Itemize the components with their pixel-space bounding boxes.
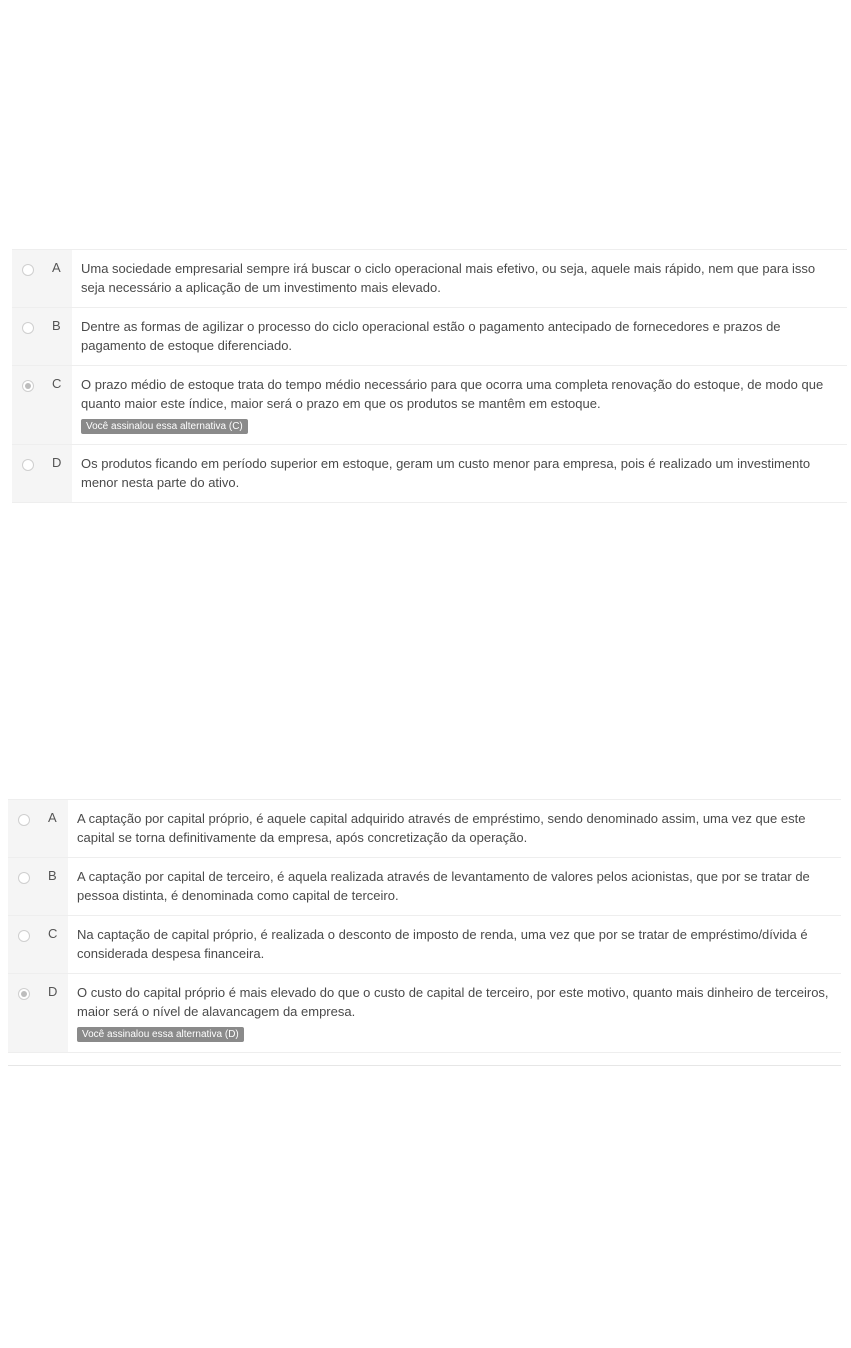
radio-button[interactable] — [22, 459, 34, 471]
radio-button[interactable] — [18, 930, 30, 942]
option-b[interactable] — [12, 308, 847, 366]
option-letter: C — [48, 926, 58, 941]
option-text: O prazo médio de estoque trata do tempo médio necessário para que ocorra uma completa renovação do estoque, de modo que quanto maior este índice, maior será o prazo em que os produtos se mantêm em estoque. Você assinalou essa alternativa (C) — [81, 377, 824, 432]
selected-badge: Você assinalou essa alternativa (D) — [77, 1027, 244, 1042]
radio-button-selected[interactable] — [22, 380, 34, 392]
option-b[interactable] — [8, 858, 841, 916]
radio-button[interactable] — [22, 264, 34, 276]
radio-button[interactable] — [18, 872, 30, 884]
option-a[interactable] — [8, 800, 841, 858]
option-d[interactable] — [8, 974, 841, 1052]
question-2-options — [8, 799, 841, 1053]
selected-badge: Você assinalou essa alternativa (C) — [81, 419, 248, 434]
option-letter: D — [52, 455, 62, 470]
option-text: A captação por capital de terceiro, é aquela realizada através de levantamento de valores pelos acionistas, que por se tratar de pessoa distinta, é denominada como capital de terceiro. — [77, 869, 810, 903]
option-text: Os produtos ficando em período superior em estoque, geram um custo menor para empresa, pois é realizado um investimento menor nesta parte do ativo. — [81, 456, 811, 490]
option-letter: B — [48, 868, 57, 883]
question-1-options — [12, 249, 847, 503]
option-letter: B — [52, 318, 61, 333]
option-letter: A — [48, 810, 57, 825]
radio-button[interactable] — [22, 322, 34, 334]
option-letter: A — [52, 260, 61, 275]
option-c[interactable] — [8, 916, 841, 974]
option-c[interactable] — [12, 366, 847, 445]
option-text: O custo do capital próprio é mais elevado do que o custo de capital de terceiro, por este motivo, quanto mais dinheiro de terceiros, maior será o nível de alavancagem da empresa. Você assinalou essa alternativa (D) — [77, 985, 829, 1040]
option-letter: C — [52, 376, 62, 391]
radio-button-selected[interactable] — [18, 988, 30, 1000]
radio-button[interactable] — [18, 814, 30, 826]
option-letter: D — [48, 984, 58, 999]
option-text: A captação por capital próprio, é aquele capital adquirido através de empréstimo, sendo denominado assim, uma vez que este capital se torna definitivamente da empresa, após concretização da operação. — [77, 811, 806, 845]
option-d[interactable] — [12, 445, 847, 502]
option-a[interactable] — [12, 250, 847, 308]
section-divider — [8, 1065, 841, 1066]
option-text: Dentre as formas de agilizar o processo do ciclo operacional estão o pagamento antecipado de fornecedores e prazos de pagamento de estoque diferenciado. — [81, 319, 781, 353]
option-text: Na captação de capital próprio, é realizada o desconto de imposto de renda, uma vez que por se tratar de empréstimo/dívida é considerada despesa financeira. — [77, 927, 808, 961]
option-text: Uma sociedade empresarial sempre irá buscar o ciclo operacional mais efetivo, ou seja, aquele mais rápido, nem que para isso seja necessário a aplicação de um investimento mais elevado. — [81, 261, 816, 295]
